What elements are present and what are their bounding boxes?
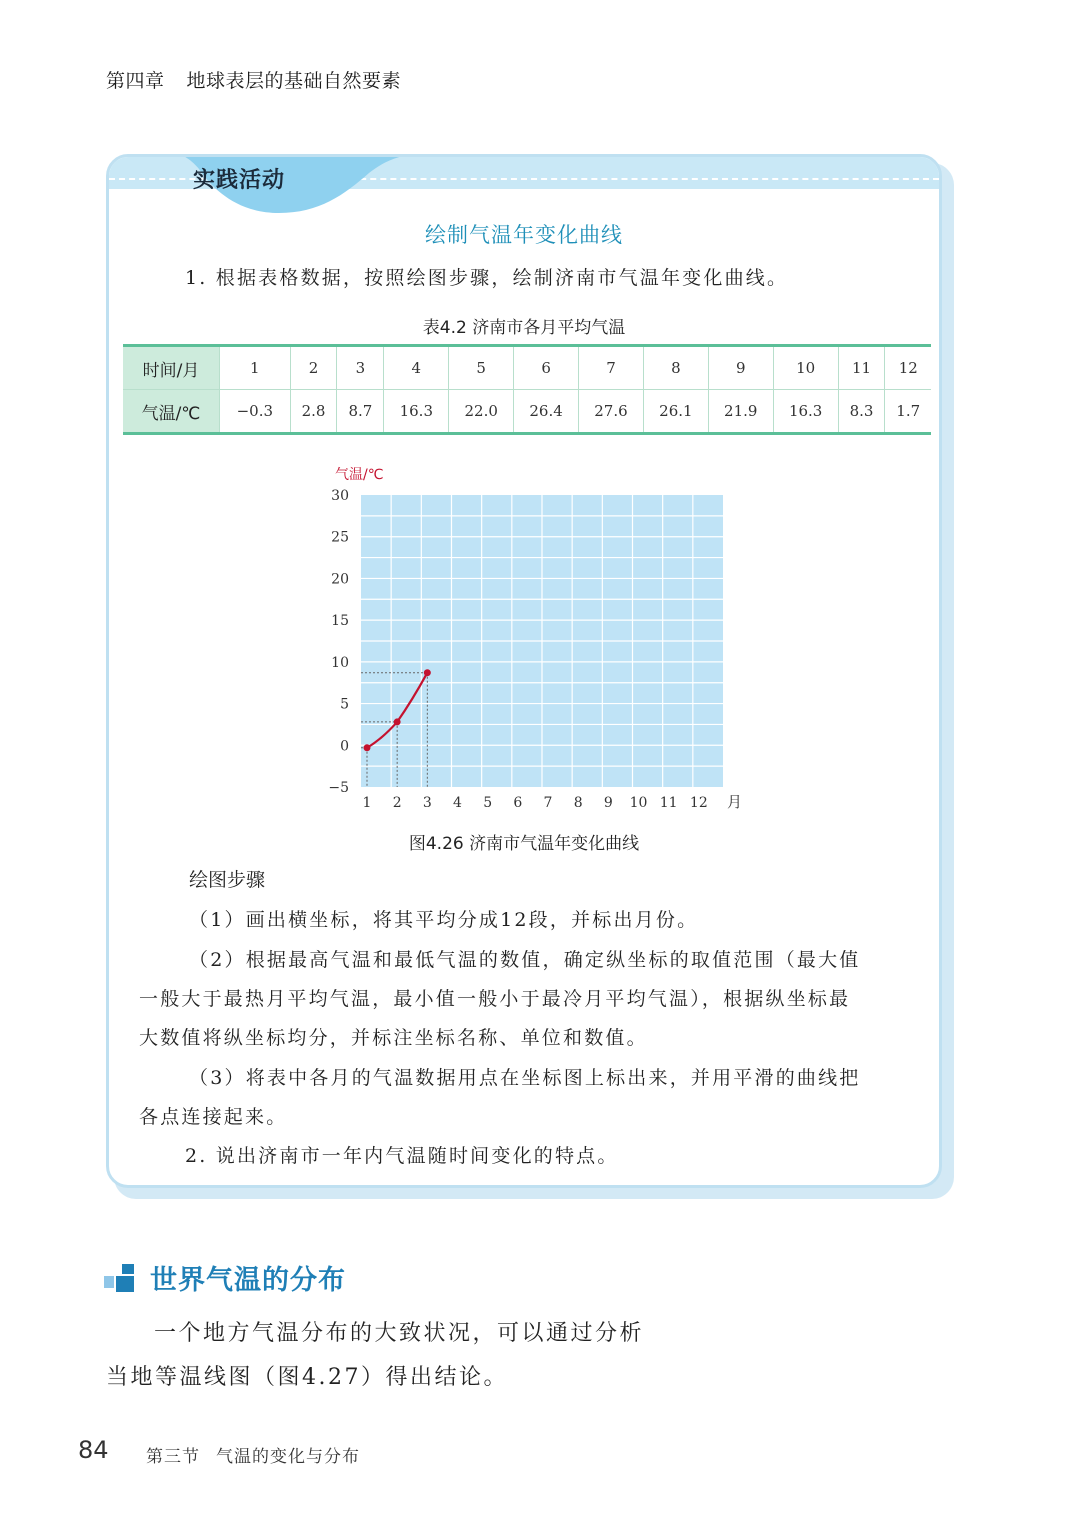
data-point (424, 669, 431, 676)
footer-section-number: 第三节 (146, 1447, 200, 1467)
step-2-line-2: 一般大于最热月平均气温，最小值一般小于最冷月平均气温），根据纵坐标最 (139, 988, 851, 1010)
x-tick-label: 10 (629, 795, 648, 811)
table-row (123, 346, 931, 390)
table-cell-month: 2 (290, 346, 337, 390)
footer-section (146, 1442, 360, 1467)
x-tick-label: 6 (513, 795, 523, 811)
data-point (394, 718, 401, 725)
table-cell-temp: 8.7 (337, 390, 384, 434)
x-tick-label: 1 (362, 795, 372, 811)
table-cell-temp: 16.3 (384, 390, 449, 434)
table-cell-temp: 26.4 (514, 390, 579, 434)
y-tick-label: 5 (340, 696, 349, 713)
paragraph-line-2: 当地等温线图（图4.27）得出结论。 (106, 1365, 508, 1390)
x-tick-label: 7 (543, 795, 553, 811)
x-tick-label: 11 (659, 795, 678, 811)
task-1: 1. 根据表格数据，按照绘图步骤，绘制济南市气温年变化曲线。 (185, 267, 789, 289)
steps-title: 绘图步骤 (189, 869, 266, 891)
table-caption: 表4.2 济南市各月平均气温 (422, 318, 626, 338)
table-cell-temp: 16.3 (773, 390, 838, 434)
table-cell-temp: 2.8 (290, 390, 337, 434)
step-2-line-1: （2）根据最高气温和最低气温的数值，确定纵坐标的取值范围（最大值 (189, 949, 861, 971)
table-cell-month: 8 (643, 346, 708, 390)
chapter-header (106, 66, 401, 93)
y-tick-label: 20 (331, 571, 349, 588)
x-tick-label: 5 (483, 795, 493, 811)
temperature-table (123, 344, 931, 435)
section-title: 世界气温的分布 (150, 1265, 346, 1296)
table-cell-temp: 22.0 (449, 390, 514, 434)
x-tick-label: 2 (392, 795, 402, 811)
table-cell-month: 4 (384, 346, 449, 390)
data-point (364, 744, 371, 751)
table-cell-month: 3 (337, 346, 384, 390)
y-tick-label: −5 (328, 780, 349, 796)
step-2-line-3: 大数值将纵坐标均分，并标注坐标名称、单位和数值。 (139, 1027, 648, 1049)
table-cell-month: 6 (514, 346, 579, 390)
x-tick-label: 4 (453, 795, 462, 811)
table-cell-temp: 27.6 (579, 390, 644, 434)
row-label-temp: 气温/℃ (123, 390, 220, 434)
y-axis-label: 气温/℃ (335, 467, 384, 483)
table-cell-month: 10 (773, 346, 838, 390)
table-cell-temp: −0.3 (220, 390, 291, 434)
table-cell-temp: 8.3 (838, 390, 885, 434)
table-cell-temp: 1.7 (885, 390, 931, 434)
x-tick-label: 12 (689, 795, 708, 811)
table-cell-temp: 26.1 (643, 390, 708, 434)
x-tick-label: 3 (422, 795, 432, 811)
y-tick-label: 30 (331, 488, 349, 504)
x-axis-label: 月 (727, 793, 743, 811)
task-2: 2. 说出济南市一年内气温随时间变化的特点。 (185, 1145, 619, 1167)
row-label-month: 时间/月 (123, 346, 220, 390)
y-tick-label: 15 (331, 613, 349, 630)
chapter-title: 地球表层的基础自然要素 (186, 70, 402, 92)
activity-tab-label: 实践活动 (193, 168, 286, 193)
step-3-line-1: （3）将表中各月的气温数据用点在坐标图上标出来，并用平滑的曲线把 (189, 1067, 861, 1089)
section-square-icon (104, 1262, 138, 1292)
y-tick-label: 10 (331, 654, 349, 671)
step-3-line-2: 各点连接起来。 (139, 1106, 288, 1128)
paragraph-line-1: 一个地方气温分布的大致状况，可以通过分析 (154, 1321, 645, 1346)
table-cell-temp: 21.9 (708, 390, 773, 434)
table-cell-month: 7 (579, 346, 644, 390)
table-cell-month: 5 (449, 346, 514, 390)
table-cell-month: 11 (838, 346, 885, 390)
table-cell-month: 1 (220, 346, 291, 390)
figure-caption: 图4.26 济南市气温年变化曲线 (408, 834, 640, 854)
chapter-number: 第四章 (106, 70, 165, 92)
table-row (123, 390, 931, 434)
step-1: （1）画出横坐标，将其平均分成12段，并标出月份。 (189, 909, 699, 931)
table-cell-month: 9 (708, 346, 773, 390)
table-cell-month: 12 (885, 346, 931, 390)
x-tick-label: 9 (603, 795, 613, 811)
activity-title: 绘制气温年变化曲线 (425, 223, 623, 247)
page-number: 84 (78, 1436, 109, 1464)
x-tick-label: 8 (573, 795, 583, 811)
footer-section-title: 气温的变化与分布 (216, 1447, 360, 1467)
activity-box (106, 154, 942, 1188)
y-tick-label: 0 (340, 738, 349, 755)
temperature-chart (309, 459, 869, 829)
y-tick-label: 25 (331, 529, 349, 546)
